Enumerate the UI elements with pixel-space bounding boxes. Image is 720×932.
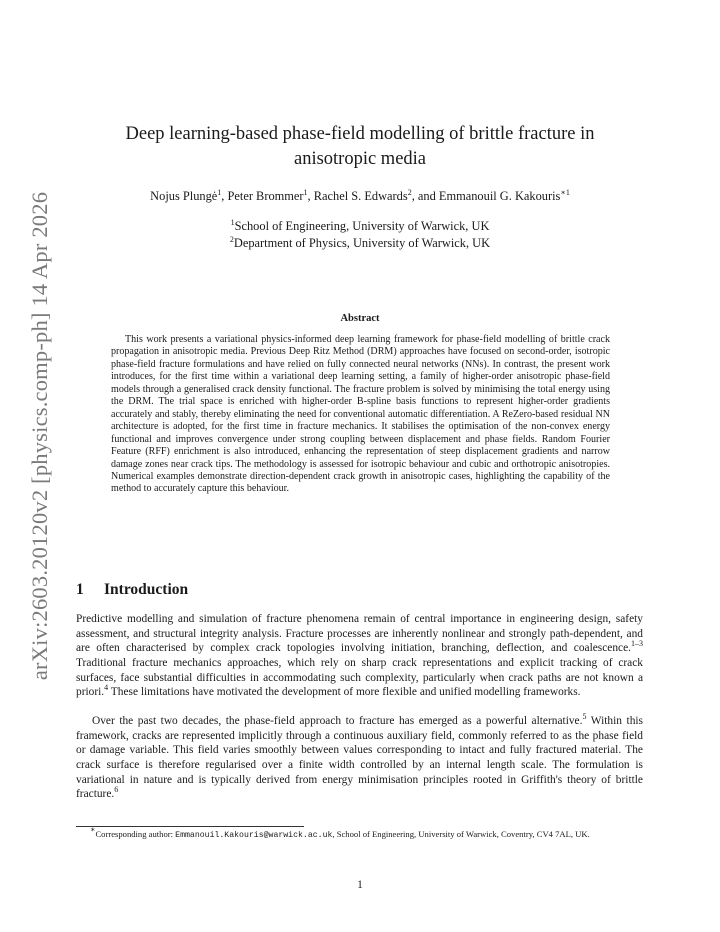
author-list: Nojus Plungė$^1$, Peter Brommer$^1$, Rachel S. Edwards$^2$, and Emmanouil G. Kakouris$^{∗1}$: [150, 188, 570, 203]
paragraph-text: Predictive modelling and simulation of fracture phenomena remain of central importance in engineering design, safety assessment, and structural integrity analysis. Fracture processes are inherently nonlinear and strongly path-dependent, and are often characterised by complex crack topologies involving initiation, branching, deflection, and coalescence.: [76, 613, 643, 655]
title-line-1: Deep learning-based phase-field modelling of brittle fracture in: [125, 124, 595, 144]
section-heading: [76, 581, 188, 599]
footnote-email: Emmanouil.Kakouris@warwick.ac.uk: [175, 831, 333, 840]
footnote: [76, 825, 643, 842]
footnote-lead: Corresponding author:: [95, 829, 176, 839]
author-mark: ∗1: [560, 188, 570, 197]
paragraph-text: Over the past two decades, the phase-field approach to fracture has emerged as a powerful alternative.: [92, 715, 583, 727]
paragraph-text: Within this framework, cracks are represented implicitly through a continuous auxiliary field, commonly referred to as the phase field or damage variable. This field varies smoothly between values corresponding to intact and fully fractured material. The crack surface is therefore regularised over a finite width controlled by an internal length scale. The formulation is variational in nature and is typically derived from energy minimisation principles rooted in Griffith's theory of brittle fracture.: [76, 715, 643, 801]
paragraph-text: Traditional fracture mechanics approaches, which rely on sharp crack representations and explicit tracking of crack surfaces, face substantial difficulties in accommodating such complexity, particularly when crack paths are not known a priori.: [76, 656, 643, 699]
author-name: Peter Brommer: [227, 189, 304, 203]
arxiv-stamp-text: arXiv:2603.20120v2 [physics.comp-ph] 14 Apr 2026: [27, 191, 52, 681]
affiliations: [80, 218, 640, 252]
citation: 1–3: [631, 639, 643, 649]
author-name: Nojus Plungė: [150, 189, 218, 203]
author-mark: 1: [217, 188, 222, 197]
author-name: Emmanouil G. Kakouris: [438, 189, 561, 203]
citation: 6: [114, 785, 119, 795]
affiliation-text: Department of Physics, University of Warwick, UK: [233, 236, 491, 250]
paragraph-text: These limitations have motivated the development of more flexible and unified modelling frameworks.: [108, 686, 581, 699]
citation: 5: [582, 712, 587, 721]
author-mark: 1: [303, 188, 308, 197]
footnote-rule: [76, 826, 304, 827]
abstract-heading: Abstract: [340, 313, 380, 324]
page-number: 1: [357, 879, 363, 891]
footnote-mark: ∗: [90, 825, 96, 834]
affiliation-text: School of Engineering, University of Warwick, UK: [234, 219, 490, 233]
author-name: Rachel S. Edwards: [313, 189, 408, 203]
affiliation-mark: 2: [229, 235, 234, 244]
section-number: 1: [76, 581, 84, 598]
footnote-rest: , School of Engineering, University of Warwick, Coventry, CV4 7AL, UK.: [332, 829, 590, 839]
intro-paragraph-1: [76, 612, 643, 700]
intro-paragraph-2: [76, 714, 643, 802]
title-line-2: anisotropic media: [293, 149, 427, 169]
affiliation: [80, 235, 640, 252]
affiliation-mark: 1: [230, 218, 235, 227]
abstract-body: This work presents a variational physics-informed deep learning framework for phase-field modelling of brittle crack propagation in anisotropic media. Previous Deep Ritz Method (DRM) approaches have focused on second-order, isotropic phase-field fracture formulations and have relied on fully connected neural networks (NNs). In contrast, the present work introduces, for the first time within a variational deep learning setting, a family of higher-order anisotropic phase-field models through a generalised crack density functional. The fracture problem is solved by minimising the total energy using the DRM. The trial space is enriched with higher-order B-spline basis functions to represent higher-order gradients accurately and stably, thereby eliminating the need for conventional automatic differentiation. A ReZero-based residual NN architecture is adopted, for the first time in fracture mechanics. It stabilises the optimisation of the non-convex energy functional and improves convergence under strong coupling between displacement and phase fields. Random Fourier Feature (RFF) enrichment is also introduced, enhancing the representation of steep displacement gradients and narrow damage zones near crack tips. The methodology is assessed for isotropic behaviour and cubic and orthotropic anisotropies. Numerical examples demonstrate direction-dependent crack growth in anisotropic cases, highlighting the capability of the method to accurately capture this behaviour.: [111, 334, 610, 495]
arxiv-stamp: [18, 191, 62, 681]
author-mark: 2: [407, 188, 412, 197]
citation: 4: [104, 683, 109, 693]
paper-title: [80, 122, 640, 172]
section-title: Introduction: [104, 581, 189, 598]
affiliation: [80, 218, 640, 235]
